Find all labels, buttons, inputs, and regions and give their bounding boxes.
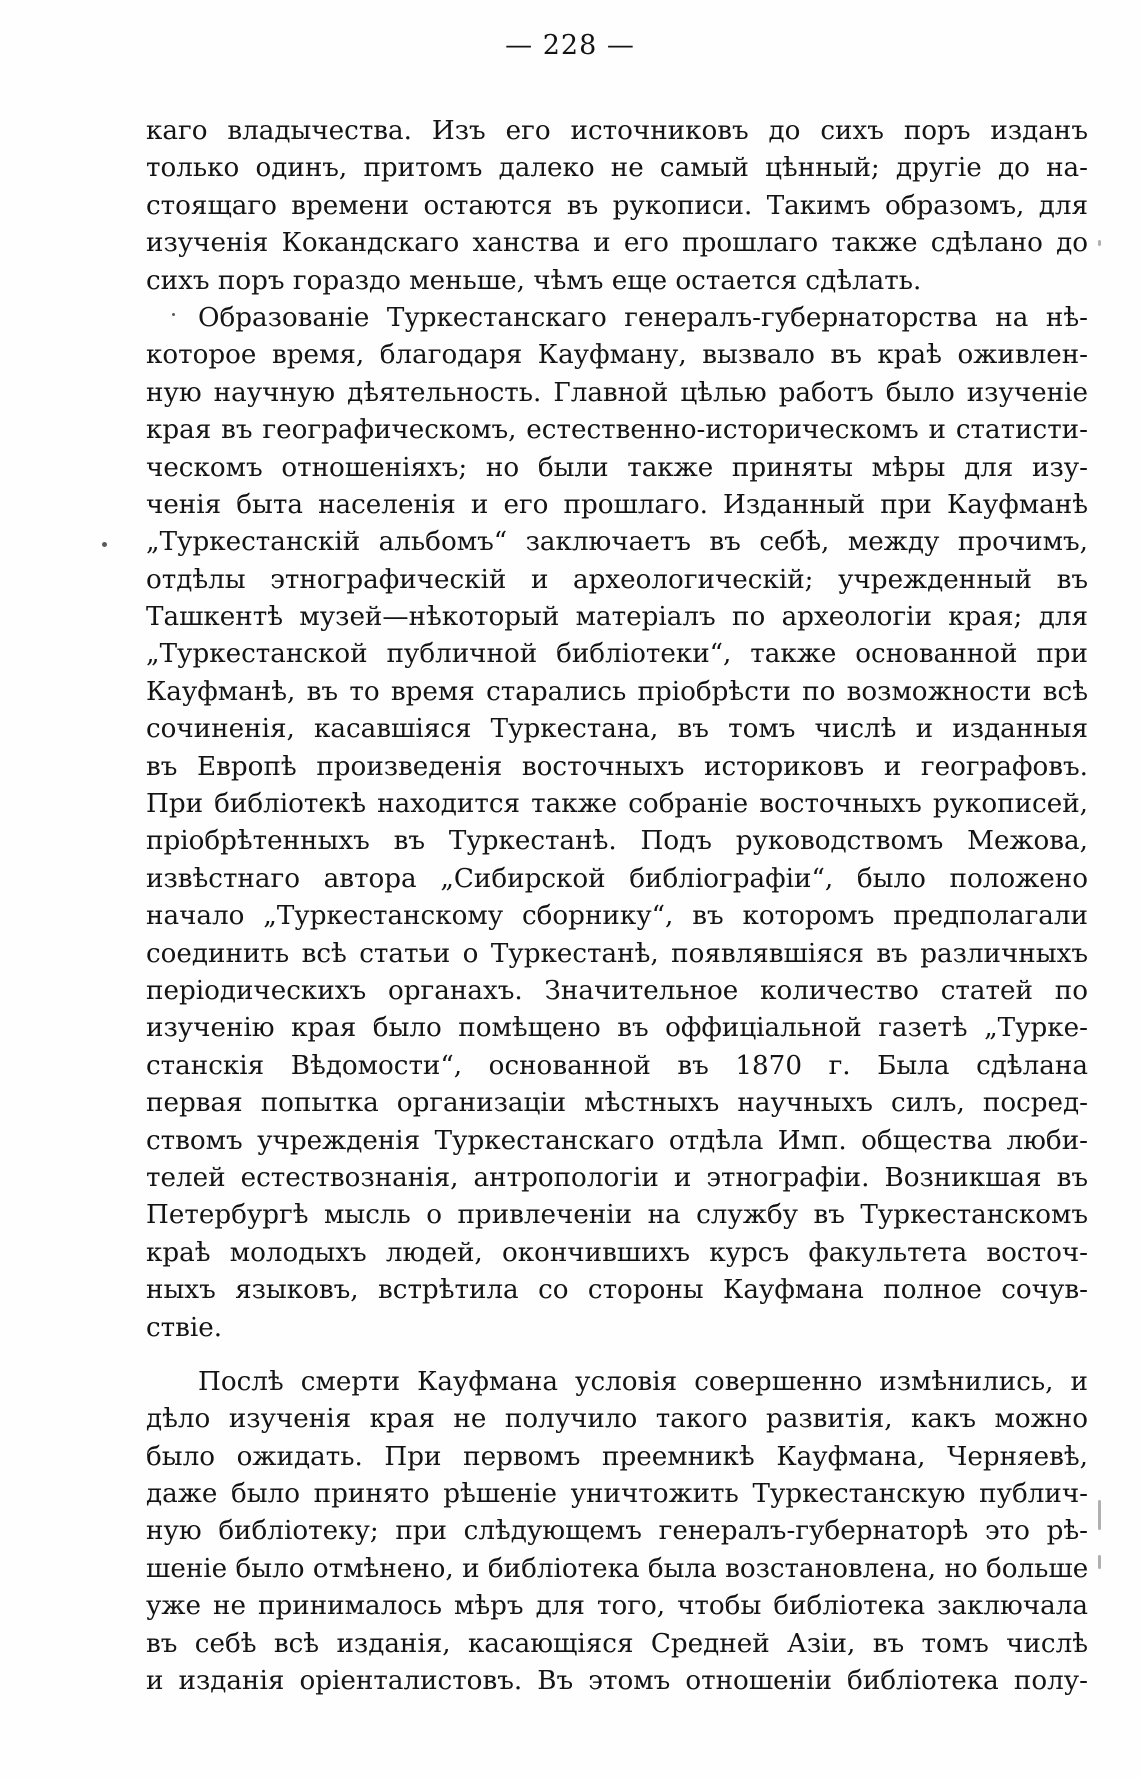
text-line: ствомъ учрежденія Туркестанскаго отдѣла Имп. общества люби- xyxy=(146,1125,1088,1156)
text-line: ныхъ языковъ, встрѣтила со стороны Кауфмана полное сочув- xyxy=(146,1275,1088,1306)
text-line: ствіе. xyxy=(146,1312,223,1343)
text-line: которое время, благодаря Кауфману, вызвало въ краѣ оживлен- xyxy=(146,340,1088,371)
text-line: стоящаго времени остаются въ рукописи. Такимъ образомъ, для xyxy=(146,190,1088,221)
text-line: уже не принималось мѣръ для того, чтобы библіотека заключала xyxy=(146,1591,1088,1622)
text-line: краѣ молодыхъ людей, окончившихъ курсъ факультета восточ- xyxy=(146,1237,1088,1268)
text-line: Кауфманѣ, въ то время старались пріобрѣсти по возможности всѣ xyxy=(146,676,1088,707)
margin-dot-mark xyxy=(102,542,107,547)
text-line: Петербургѣ мысль о привлеченіи на службу въ Туркестанскомъ xyxy=(146,1200,1088,1231)
paragraph-3 xyxy=(146,1364,1088,1701)
text-line: края въ географическомъ, естественно-историческомъ и статисти- xyxy=(146,415,1088,446)
text-line: дѣло изученія края не получило такого развитія, какъ можно xyxy=(146,1404,1088,1435)
text-line: сихъ поръ гораздо меньше, чѣмъ еще остается сдѣлать. xyxy=(146,265,922,296)
text-line: первая попытка организаціи мѣстныхъ научныхъ силъ, посред- xyxy=(146,1088,1088,1119)
text-line: телей естествознанія, антропологіи и этнографіи. Возникшая въ xyxy=(146,1162,1088,1193)
page-edge-mark xyxy=(1098,240,1101,246)
paragraph-1 xyxy=(146,113,1088,300)
text-line: Образованіе Туркестанскаго генералъ-губернаторства на нѣ- xyxy=(198,302,1088,333)
text-line: періодическихъ органахъ. Значительное количество статей по xyxy=(146,975,1088,1006)
text-line: станскія Вѣдомости“, основанной въ 1870 г. Была сдѣлана xyxy=(146,1050,1088,1081)
page-edge-mark xyxy=(1098,1500,1101,1530)
text-line: каго владычества. Изъ его источниковъ до сихъ поръ изданъ xyxy=(146,116,1088,146)
text-line: „Туркестанскій альбомъ“ заключаетъ въ себѣ, между прочимъ, xyxy=(146,527,1088,558)
main-text xyxy=(146,113,1088,1700)
text-line: ную научную дѣятельность. Главной цѣлью работъ было изученіе xyxy=(146,377,1088,408)
text-line: ческомъ отношеніяхъ; но были также приняты мѣры для изу- xyxy=(146,452,1088,483)
paragraph-gap xyxy=(146,1347,1088,1364)
text-line: ченія быта населенія и его прошлаго. Изданный при Кауфманѣ xyxy=(146,489,1088,520)
text-line: пріобрѣтенныхъ въ Туркестанѣ. Подъ руководствомъ Межова, xyxy=(146,826,1088,857)
text-line: начало „Туркестанскому сборнику“, въ которомъ предполагали xyxy=(146,901,1088,932)
text-line: отдѣлы этнографическій и археологическій; учрежденный въ xyxy=(146,564,1088,595)
text-line: изученія Кокандскаго ханства и его прошлаго также сдѣлано до xyxy=(146,228,1088,259)
page-edge-mark xyxy=(1098,1555,1101,1569)
text-line: соединить всѣ статьи о Туркестанѣ, появлявшіяся въ различныхъ xyxy=(146,938,1088,969)
text-line: въ Европѣ произведенія восточныхъ историковъ и географовъ. xyxy=(146,751,1088,782)
text-line: При библіотекѣ находится также собраніе восточныхъ рукописей, xyxy=(146,789,1088,820)
text-line: Послѣ смерти Кауфмана условія совершенно измѣнились, и xyxy=(198,1366,1088,1397)
text-line: въ себѣ всѣ изданія, касающіяся Средней Азіи, въ томъ числѣ xyxy=(146,1628,1088,1659)
text-line: даже было принято рѣшеніе уничтожить Туркестанскую публич- xyxy=(146,1479,1088,1510)
text-line: извѣстнаго автора „Сибирской библіографіи“, было положено xyxy=(146,863,1088,894)
text-line: шеніе было отмѣнено, и библіотека была возстановлена, но больше xyxy=(146,1553,1088,1584)
text-line: сочиненія, касавшіяся Туркестана, въ томъ числѣ и изданныя xyxy=(146,714,1088,745)
text-line: было ожидать. При первомъ преемникѣ Кауфмана, Черняевѣ, xyxy=(146,1441,1088,1472)
text-line: только одинъ, притомъ далеко не самый цѣнный; другіе до на- xyxy=(146,153,1088,184)
text-line: Ташкентѣ музей—нѣкоторый матеріалъ по археологіи края; для xyxy=(146,602,1088,633)
page-number: — 228 — xyxy=(505,30,635,61)
text-line: „Туркестанской публичной библіотеки“, также основанной при xyxy=(146,639,1088,670)
paragraph-2 xyxy=(146,300,1088,1347)
text-line: ную библіотеку; при слѣдующемъ генералъ-губернаторѣ это рѣ- xyxy=(146,1516,1088,1547)
text-line: и изданія оріенталистовъ. Въ этомъ отношеніи библіотека полу- xyxy=(146,1666,1088,1697)
text-line: изученію края было помѣщено въ оффиціальной газетѣ „Турке- xyxy=(146,1013,1088,1044)
